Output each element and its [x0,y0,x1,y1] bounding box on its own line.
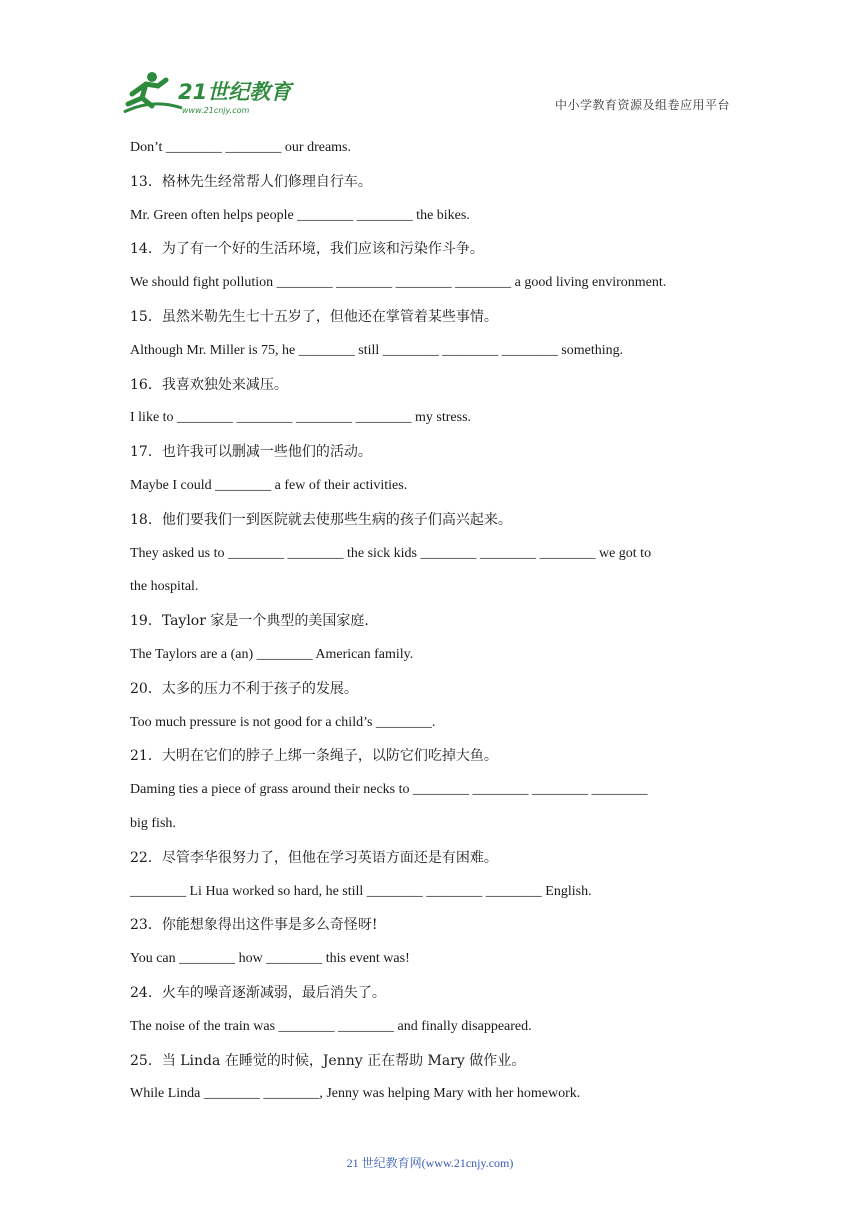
footer-link[interactable]: 21 世纪教育网(www.21cnjy.com) [346,1156,514,1170]
question-line: The noise of the train was ________ ________ and finally disappeared. [130,1018,532,1034]
logo-title: 21世纪教育 [178,80,292,104]
logo-url: www.21cnjy.com [182,106,250,115]
question-line: 16．我喜欢独处来减压。 [130,376,288,393]
question-line: 14．为了有一个好的生活环境，我们应该和污染作斗争。 [130,241,484,258]
question-line: While Linda ________ ________, Jenny was helping Mary with her homework. [130,1086,581,1102]
question-line: They asked us to ________ ________ the sick kids ________ ________ ________ we got to [130,545,652,561]
question-line: Mr. Green often helps people ________ ________ the bikes. [130,207,470,223]
question-line: 23．你能想象得出这件事是多么奇怪呀! [130,917,378,934]
platform-label: 中小学教育资源及组卷应用平台 [554,98,730,112]
question-line: 24．火车的噪音逐渐减弱，最后消失了。 [130,984,386,1001]
question-line: Don’t ________ ________ our dreams. [130,140,351,155]
question-line: 17．也许我可以删减一些他们的活动。 [130,444,372,461]
question-list [130,134,740,1114]
question-line: You can ________ how ________ this event was! [130,951,410,967]
question-line: 15．虽然米勒先生七十五岁了，但他还在掌管着某些事情。 [130,308,498,325]
question-line: Although Mr. Miller is 75, he ________ still ________ ________ ________ something. [130,342,624,358]
question-line: 19．Taylor 家是一个典型的美国家庭. [130,613,369,630]
question-line: The Taylors are a (an) ________ American family. [130,646,414,662]
question-line: 25．当 Linda 在睡觉的时候，Jenny 正在帮助 Mary 做作业。 [130,1052,526,1069]
question-line: ________ Li Hua worked so hard, he still ________ ________ ________ English. [130,883,592,899]
runner-logo-icon [122,68,297,116]
question-line: 13．格林先生经常帮人们修理自行车。 [130,173,372,190]
question-line: the hospital. [130,579,199,595]
question-line: Maybe I could ________ a few of their activities. [130,477,408,493]
question-line: I like to ________ ________ ________ ________ my stress. [130,410,472,426]
question-line: We should fight pollution ________ ________ ________ ________ a good living environment. [130,275,667,291]
question-line: Daming ties a piece of grass around their necks to ________ ________ ________ ________ [130,782,648,798]
question-line: 20．太多的压力不利于孩子的发展。 [130,680,358,697]
question-line: 21．大明在它们的脖子上绑一条绳子，以防它们吃掉大鱼。 [130,748,498,765]
page-header [0,0,860,130]
question-line: big fish. [130,815,176,831]
question-line: 18．他们要我们一到医院就去使那些生病的孩子们高兴起来。 [130,511,512,528]
question-line: 22．尽管李华很努力了，但他在学习英语方面还是有困难。 [130,849,498,866]
logo [122,68,297,116]
question-line: Too much pressure is not good for a child’s ________. [130,714,436,730]
